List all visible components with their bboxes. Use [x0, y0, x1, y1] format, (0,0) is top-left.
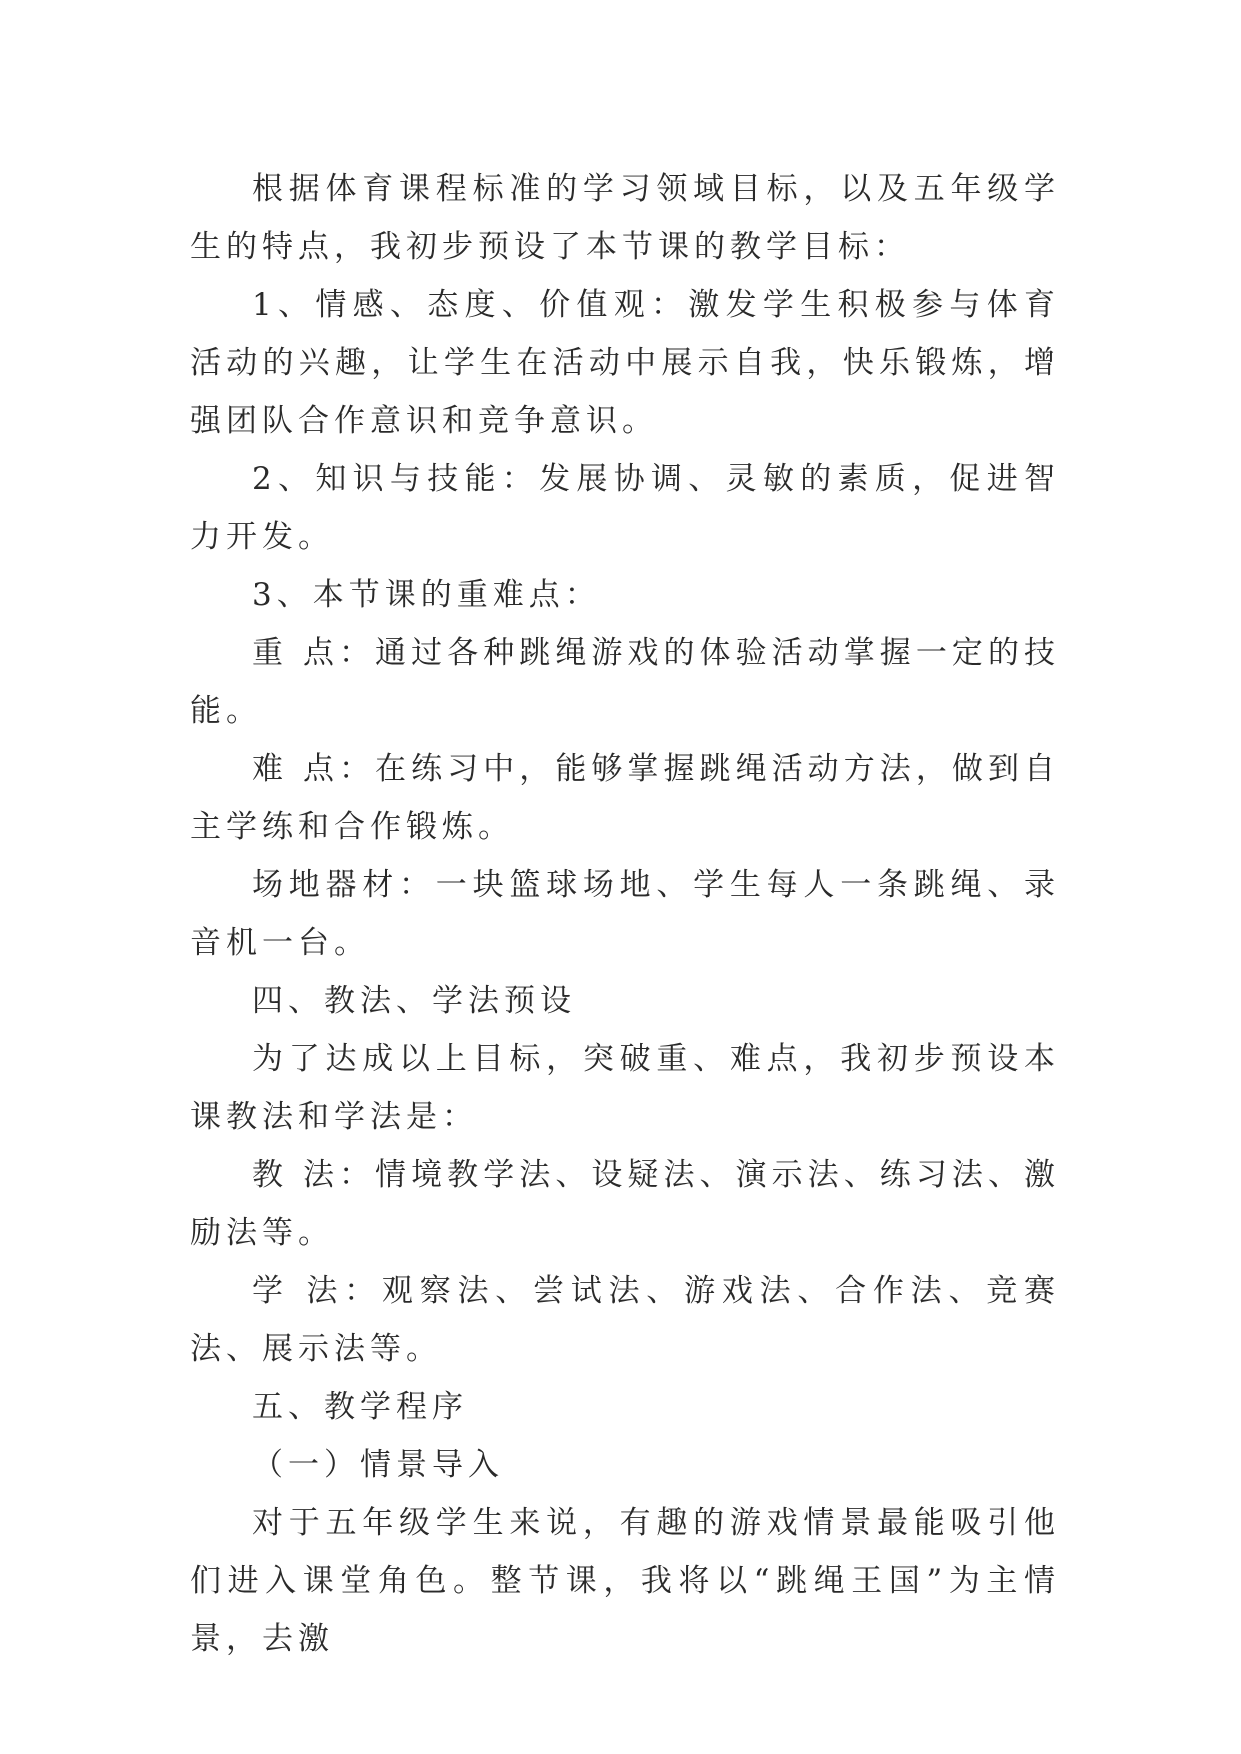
section-heading-procedure: 五、教学程序	[252, 1389, 468, 1425]
paragraph-goal-3: 3、本节课的重难点：	[252, 577, 601, 613]
paragraph-key-point: 重 点：通过各种跳绳游戏的体验活动掌握一定的技能。	[190, 635, 1060, 729]
section-heading-methods: 四、教法、学法预设	[252, 983, 576, 1019]
paragraph-goal-2: 2、知识与技能：发展协调、灵敏的素质，促进智力开发。	[190, 461, 1060, 555]
paragraph-goal-1: 1、情感、态度、价值观：激发学生积极参与体育活动的兴趣，让学生在活动中展示自我，快乐锻炼，增强团队合作意识和竞争意识。	[190, 287, 1060, 439]
paragraph-intro: 根据体育课程标准的学习领域目标，以及五年级学生的特点，我初步预设了本节课的教学目标：	[190, 171, 1060, 265]
subsection-heading-intro: （一）情景导入	[252, 1447, 504, 1483]
paragraph-difficult-point: 难 点：在练习中，能够掌握跳绳活动方法，做到自主学练和合作锻炼。	[190, 751, 1060, 845]
paragraph-equipment: 场地器材：一块篮球场地、学生每人一条跳绳、录音机一台。	[190, 867, 1060, 961]
paragraph-learning-methods: 学 法：观察法、尝试法、游戏法、合作法、竞赛法、展示法等。	[190, 1273, 1060, 1367]
document-body	[190, 160, 1060, 1668]
paragraph-methods-intro: 为了达成以上目标，突破重、难点，我初步预设本课教法和学法是：	[190, 1041, 1060, 1135]
paragraph-scenario: 对于五年级学生来说，有趣的游戏情景最能吸引他们进入课堂角色。整节课，我将以“跳绳王国”为主情景，去激	[190, 1505, 1060, 1657]
paragraph-teaching-methods: 教 法：情境教学法、设疑法、演示法、练习法、激励法等。	[190, 1157, 1060, 1251]
